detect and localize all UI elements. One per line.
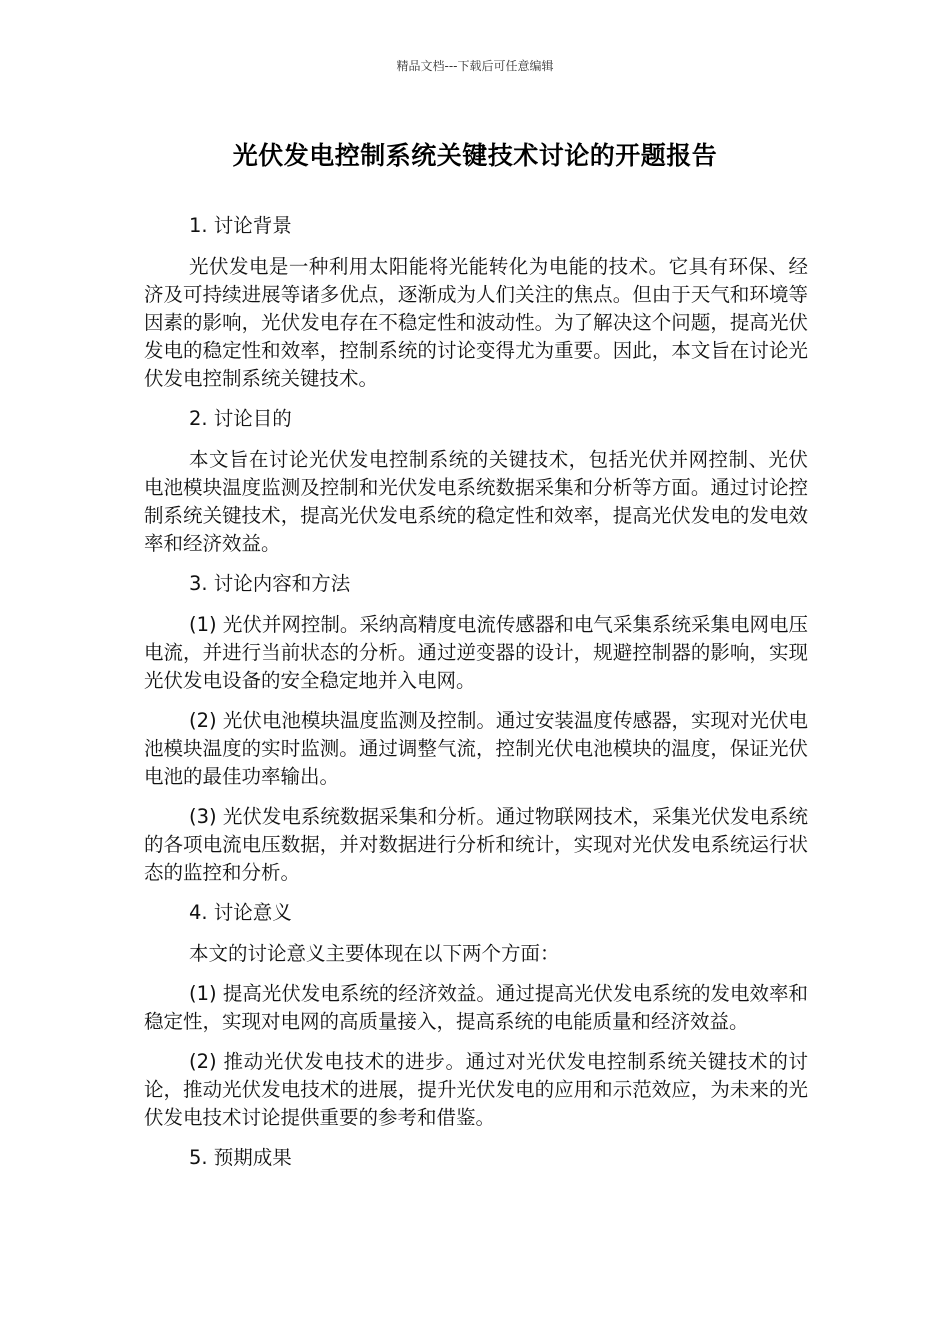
header-note: 精品文档---下载后可任意编辑 xyxy=(396,59,554,73)
paragraph-temperature-control: (2) 光伏电池模块温度监测及控制。通过安装温度传感器，实现对光伏电池模块温度的实时监测。通过调整气流，控制光伏电池模块的温度，保证光伏电池的最佳功率输出。 xyxy=(144,709,808,788)
document-body xyxy=(144,212,808,1185)
paragraph-economic-benefit: (1) 提高光伏发电系统的经济效益。通过提高光伏发电系统的发电效率和稳定性，实现对电网的高质量接入，提高系统的电能质量和经济效益。 xyxy=(144,982,808,1033)
paragraph-grid-control: (1) 光伏并网控制。采纳高精度电流传感器和电气采集系统采集电网电压电流，并进行当前状态的分析。通过逆变器的设计，规避控制器的影响，实现光伏发电设备的安全稳定地并入电网。 xyxy=(144,613,808,692)
section-heading-purpose: 2. 讨论目的 xyxy=(189,407,292,430)
document-title: 光伏发电控制系统关键技术讨论的开题报告 xyxy=(232,141,718,170)
section-heading-background: 1. 讨论背景 xyxy=(189,214,292,237)
paragraph-background: 光伏发电是一种利用太阳能将光能转化为电能的技术。它具有环保、经济及可持续进展等诸多优点，逐渐成为人们关注的焦点。但由于天气和环境等因素的影响，光伏发电存在不稳定性和波动性。为了解决这个问题，提高光伏发电的稳定性和效率，控制系统的讨论变得尤为重要。因此，本文旨在讨论光伏发电控制系统关键技术。 xyxy=(144,255,808,390)
paragraph-data-acquisition: (3) 光伏发电系统数据采集和分析。通过物联网技术，采集光伏发电系统的各项电流电压数据，并对数据进行分析和统计，实现对光伏发电系统运行状态的监控和分析。 xyxy=(144,805,808,884)
section-heading-content-methods: 3. 讨论内容和方法 xyxy=(189,572,351,595)
section-heading-expected-results: 5. 预期成果 xyxy=(189,1146,292,1169)
section-heading-significance: 4. 讨论意义 xyxy=(189,901,292,924)
paragraph-purpose: 本文旨在讨论光伏发电控制系统的关键技术，包括光伏并网控制、光伏电池模块温度监测及控制和光伏发电系统数据采集和分析等方面。通过讨论控制系统关键技术，提高光伏发电系统的稳定性和效率，提高光伏发电的发电效率和经济效益。 xyxy=(144,448,808,555)
paragraph-significance-intro: 本文的讨论意义主要体现在以下两个方面： xyxy=(189,942,560,965)
paragraph-technology-progress: (2) 推动光伏发电技术的进步。通过对光伏发电控制系统关键技术的讨论，推动光伏发电技术的进展，提升光伏发电的应用和示范效应，为未来的光伏发电技术讨论提供重要的参考和借鉴。 xyxy=(144,1050,808,1129)
